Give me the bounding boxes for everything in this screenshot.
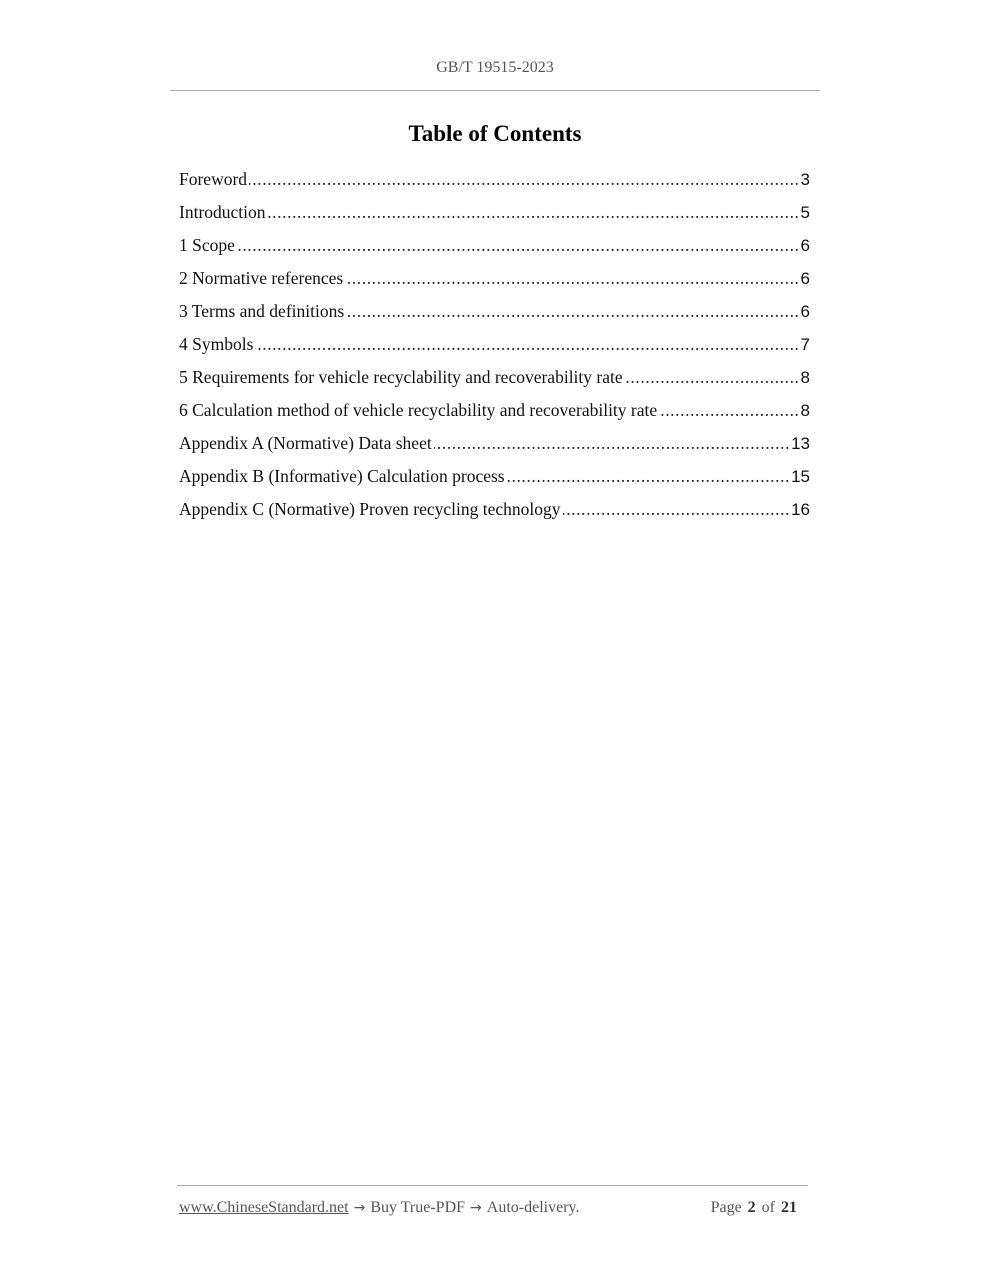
dot-leader bbox=[625, 364, 800, 390]
dot-leader bbox=[507, 463, 790, 489]
toc-entry-page-number: 15 bbox=[791, 467, 810, 486]
page-title: Table of Contents bbox=[408, 121, 582, 146]
page-word: Page bbox=[710, 1199, 742, 1216]
dot-leader bbox=[249, 166, 799, 192]
footer-promo bbox=[179, 1197, 579, 1219]
page-indicator bbox=[711, 1197, 803, 1219]
dot-leader bbox=[237, 232, 800, 258]
toc-entry-requirements[interactable] bbox=[179, 364, 810, 397]
toc-entry-normative-references[interactable] bbox=[179, 265, 810, 298]
chinesestandard-link[interactable]: www.ChineseStandard.net bbox=[179, 1199, 349, 1216]
toc-entry-page-number: 6 bbox=[800, 269, 810, 288]
dot-leader bbox=[434, 430, 790, 456]
toc-entry-page-number: 6 bbox=[800, 302, 810, 321]
toc-entry-page-number: 16 bbox=[791, 500, 810, 519]
toc-entry-page-number: 8 bbox=[800, 401, 810, 420]
of-word: of bbox=[761, 1199, 775, 1216]
toc-entry-label: Appendix A (Normative) Data sheet bbox=[179, 433, 432, 453]
toc-entry-label: Foreword bbox=[179, 169, 248, 189]
dot-leader bbox=[659, 397, 799, 423]
toc-entry-label: 5 Requirements for vehicle recyclability and recoverability rate bbox=[179, 367, 623, 387]
toc-entry-label: 3 Terms and definitions bbox=[179, 301, 345, 321]
toc-entry-label: Appendix C (Normative) Proven recycling technology bbox=[179, 499, 561, 519]
table-of-contents bbox=[179, 166, 810, 529]
toc-entry-appendix-b[interactable] bbox=[179, 463, 810, 496]
toc-entry-label: 2 Normative references bbox=[179, 268, 344, 288]
toc-entry-page-number: 5 bbox=[800, 203, 810, 222]
footer-divider bbox=[177, 1185, 808, 1186]
arrow-right-icon: → bbox=[470, 1200, 482, 1216]
toc-entry-appendix-a[interactable] bbox=[179, 430, 810, 463]
toc-entry-calculation-method[interactable] bbox=[179, 397, 810, 430]
toc-entry-foreword[interactable] bbox=[179, 166, 810, 199]
toc-entry-introduction[interactable] bbox=[179, 199, 810, 232]
toc-entry-terms-and-definitions[interactable] bbox=[179, 298, 810, 331]
dot-leader bbox=[563, 496, 791, 522]
toc-entry-scope[interactable] bbox=[179, 232, 810, 265]
toc-entry-page-number: 7 bbox=[800, 335, 810, 354]
toc-entry-page-number: 13 bbox=[791, 434, 810, 453]
arrow-right-icon: → bbox=[353, 1200, 366, 1216]
total-pages-number: 21 bbox=[781, 1199, 797, 1216]
dot-leader bbox=[268, 199, 800, 225]
toc-entry-appendix-c[interactable] bbox=[179, 496, 810, 529]
toc-entry-label: Introduction bbox=[179, 202, 266, 222]
toc-entry-label: 6 Calculation method of vehicle recyclability and recoverability rate bbox=[179, 400, 658, 420]
dot-leader bbox=[345, 265, 799, 291]
dot-leader bbox=[346, 298, 799, 324]
toc-entry-page-number: 8 bbox=[800, 368, 810, 387]
toc-entry-label: Appendix B (Informative) Calculation process bbox=[179, 466, 505, 486]
current-page-number: 2 bbox=[747, 1199, 756, 1216]
footer-step-delivery: Auto-delivery. bbox=[486, 1199, 580, 1216]
toc-entry-page-number: 6 bbox=[800, 236, 810, 255]
toc-entry-label: 4 Symbols bbox=[179, 334, 254, 354]
header-divider bbox=[170, 90, 820, 91]
footer-step-buy: Buy True-PDF bbox=[370, 1199, 466, 1216]
document-header-code: GB/T 19515-2023 bbox=[436, 59, 554, 76]
toc-entry-symbols[interactable] bbox=[179, 331, 810, 364]
dot-leader bbox=[255, 331, 799, 357]
toc-entry-page-number: 3 bbox=[800, 170, 810, 189]
toc-entry-label: 1 Scope bbox=[179, 235, 235, 255]
